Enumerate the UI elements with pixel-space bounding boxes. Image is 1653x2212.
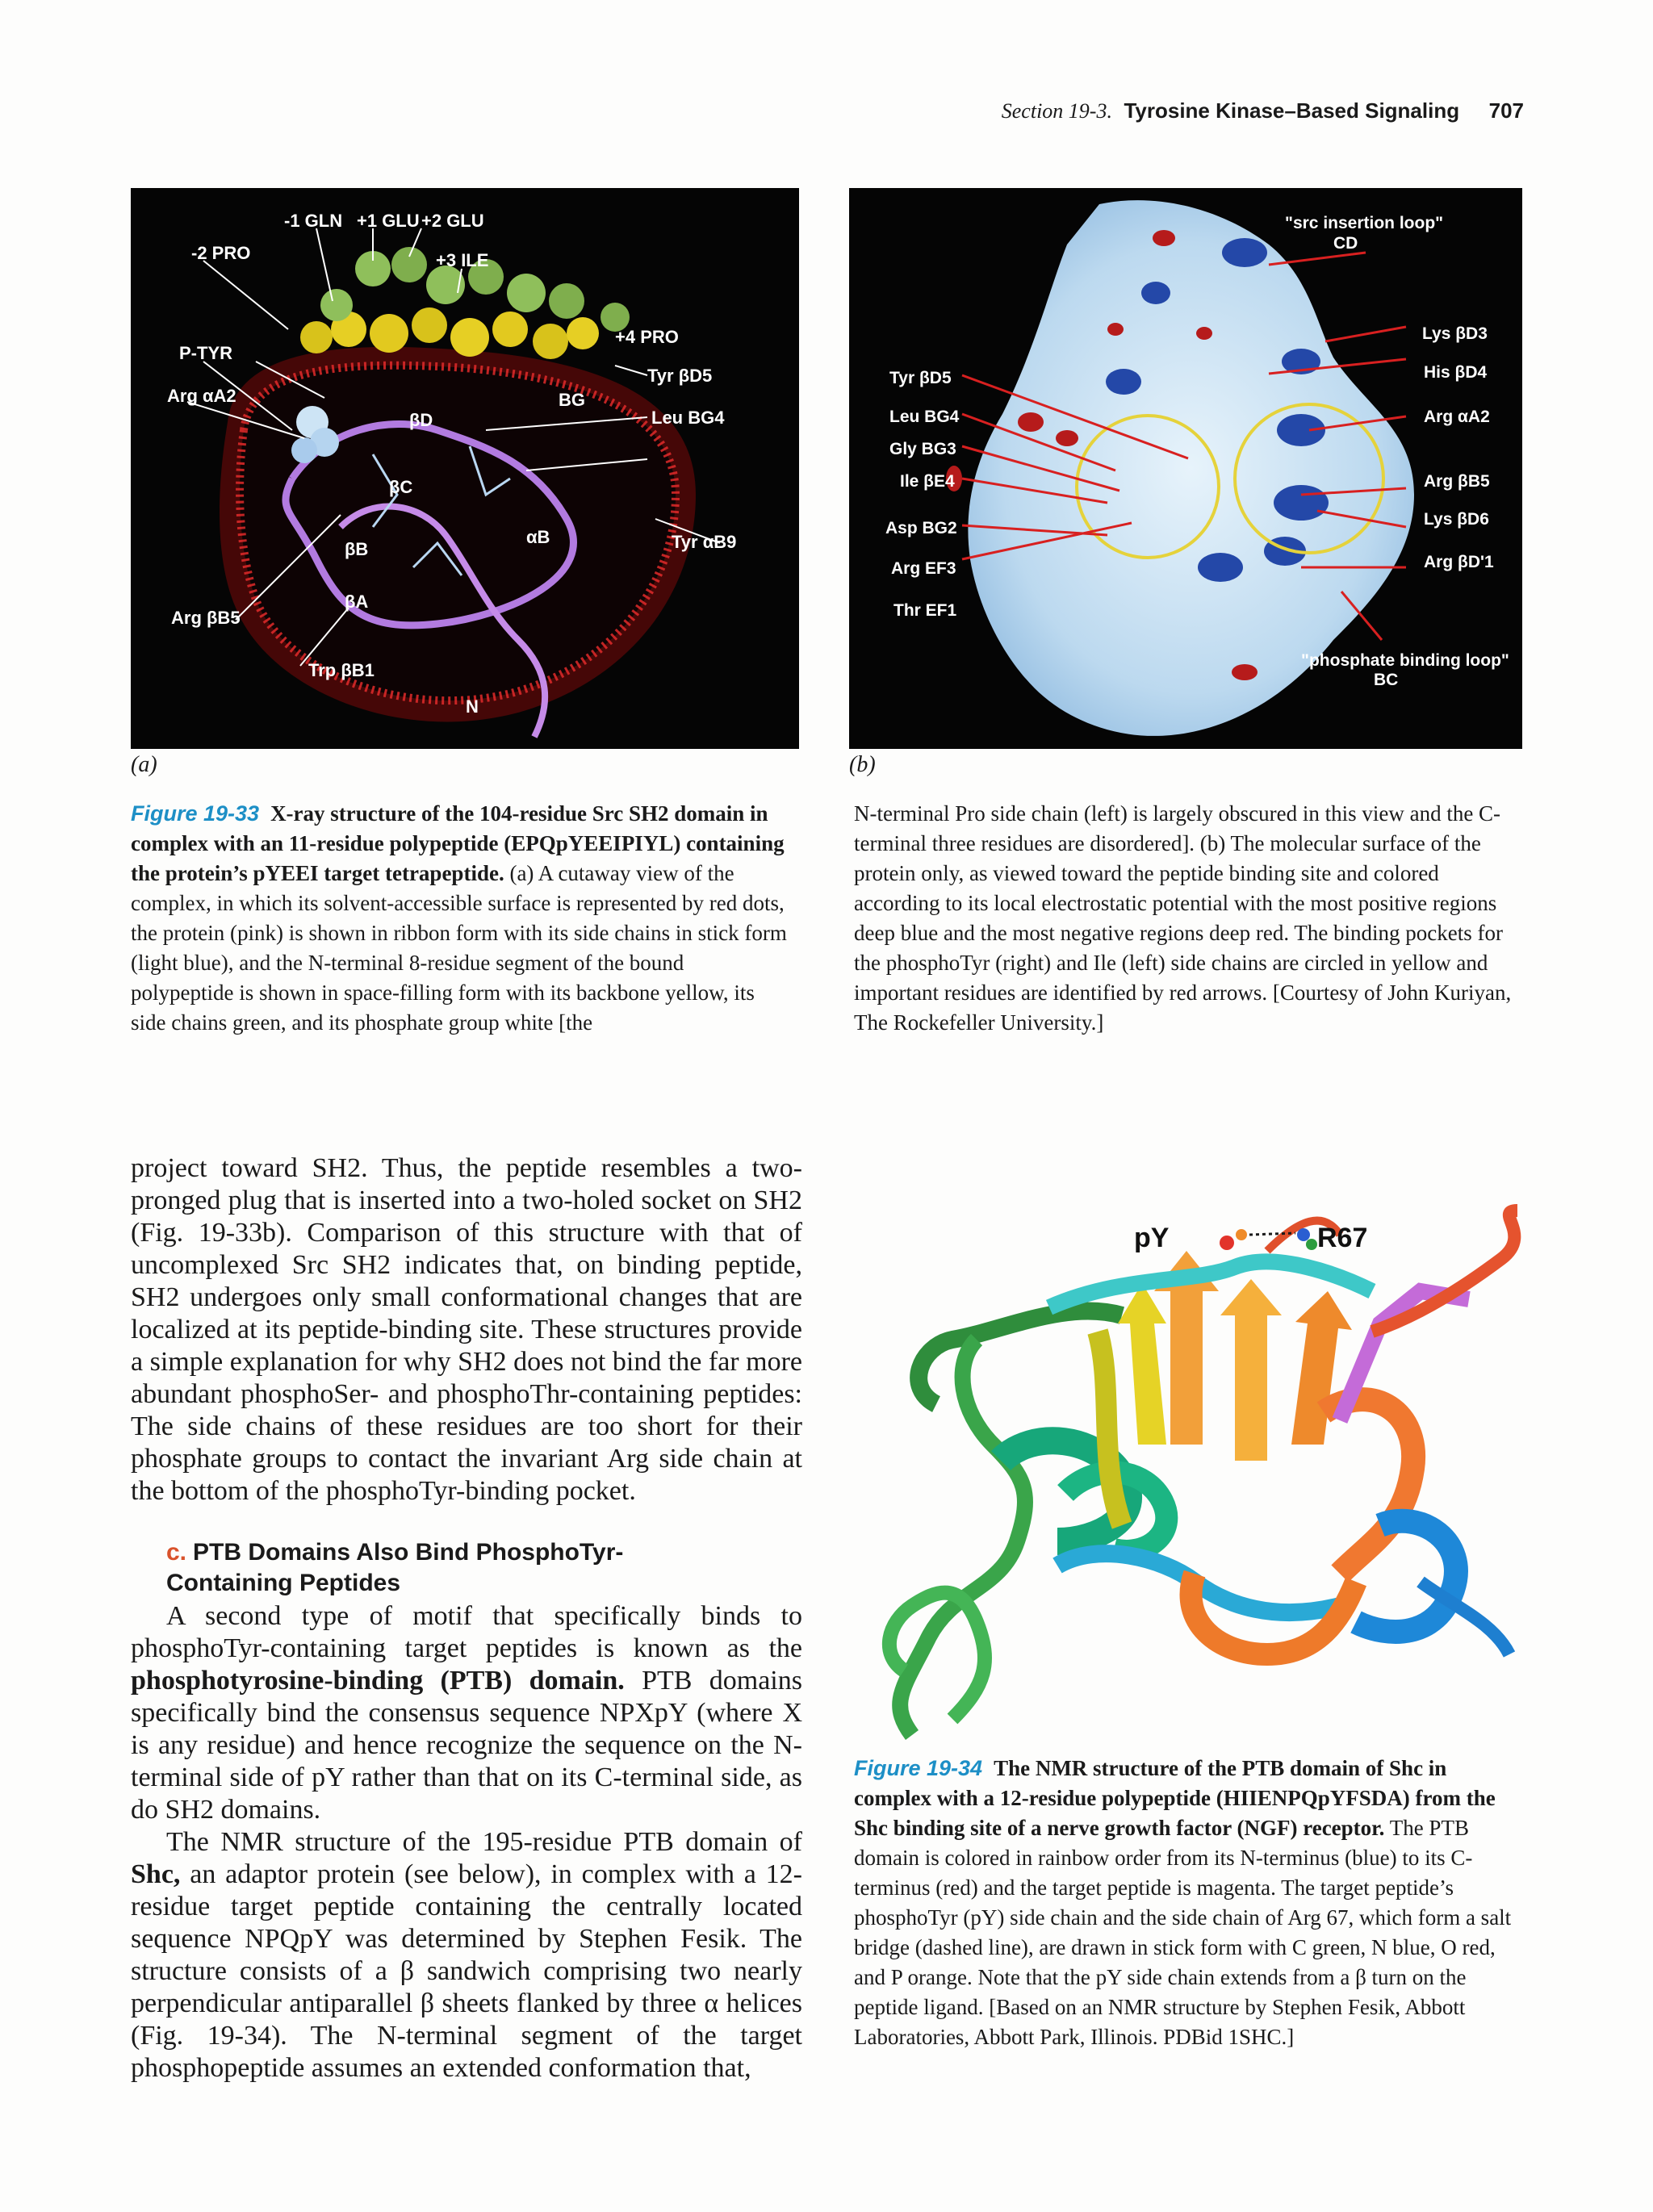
figure-19-34-label: Figure 19-34	[854, 1756, 983, 1780]
annotation-label: "src insertion loop"	[1285, 214, 1444, 232]
header-section: Section 19-3.	[1001, 99, 1112, 123]
annotation-label: βB	[345, 539, 369, 559]
paragraph-text: A second type of motif that specifically binds to phosphoTyr-containing target peptides is known as the	[131, 1601, 802, 1663]
annotation-label: Trp βB1	[308, 660, 375, 680]
panel-a-label: (a)	[131, 752, 157, 777]
annotation-label: +3 ILE	[436, 250, 489, 270]
annotation-label: Arg EF3	[891, 559, 956, 578]
figure-19-33b-image	[849, 188, 1522, 749]
body-paragraph-3	[131, 1826, 802, 2084]
figure-19-33-label: Figure 19-33	[131, 801, 260, 826]
annotation-label: βD	[409, 410, 433, 430]
annotation-label: Arg βB5	[171, 608, 241, 628]
annotation-label: "phosphate binding loop"	[1301, 651, 1509, 670]
annotation-label: Arg βD'1	[1424, 553, 1494, 571]
annotation-label: Tyr βD5	[889, 369, 952, 387]
header-title: Tyrosine Kinase–Based Signaling	[1124, 98, 1460, 123]
annotation-label: βA	[345, 592, 369, 612]
paragraph-text: The NMR structure of the 195-residue PTB domain of	[166, 1827, 802, 1857]
annotation-label: -2 PRO	[191, 243, 251, 263]
body-paragraph-1	[131, 1152, 802, 1507]
body-paragraph-2	[131, 1600, 802, 1826]
annotation-label: CD	[1333, 234, 1358, 253]
paragraph-text: project toward SH2. Thus, the peptide resembles a two-pronged plug that is inserted into a two-holed socket on SH2 (Fig. 19-33b). Comparison of this structure with that of uncomplexed Src SH2 indicates that, on binding peptide, SH2 undergoes only small conformational changes that are localized at its peptide-binding site. These structures provide a simple explanation for why SH2 does not bind the far more abundant phosphoSer- and phosphoThr-containing peptides: The side chains of these residues are too short for their phosphate groups to contact the invariant Arg side chain at the bottom of the phosphoTyr-binding pocket.	[131, 1153, 802, 1506]
annotation-label: Thr EF1	[893, 601, 957, 620]
running-header	[1002, 98, 1524, 123]
paragraph-text: an adaptor protein (see below), in complex with a 12-residue target peptide containing the centrally located sequence NPQpY was determined by Stephen Fesik. The structure consists of a β sandwich comprising two nearly perpendicular antiparallel β sheets flanked by three α helices (Fig. 19-34). The N-terminal segment of the target phosphopeptide assumes an extended conformation that,	[131, 1859, 803, 2083]
page-number: 707	[1488, 98, 1524, 123]
figure-19-33-caption-title: X-ray structure of the 104-residue Src SH2 domain in complex with an 11-residue polypeptide (EPQpYEEIPIYL) containing the protein’s pYEEI target tetrapeptide.	[131, 801, 785, 885]
annotation-label: Arg βB5	[1424, 472, 1490, 491]
annotation-label: +2 GLU	[421, 211, 484, 231]
key-term: Shc,	[131, 1859, 181, 1889]
annotation-label: Arg αA2	[1424, 408, 1490, 426]
annotation-label: +1 GLU	[357, 211, 420, 231]
annotation-label: +4 PRO	[615, 327, 679, 347]
annotation-label: Ile βE4	[900, 472, 955, 491]
annotation-label: BC	[1374, 671, 1399, 689]
figure-19-34-graphic	[856, 1202, 1525, 1751]
annotation-label: Tyr αB9	[672, 532, 737, 552]
annotation-label: Gly BG3	[889, 440, 956, 458]
section-heading-c	[166, 1537, 731, 1599]
section-title: PTB Domains Also Bind PhosphoTyr-Containing Peptides	[166, 1539, 624, 1596]
figure-19-33-caption-right	[854, 799, 1524, 1038]
annotation-label: Leu BG4	[889, 408, 960, 426]
annotation-label: αB	[526, 527, 550, 547]
annotation-label: His βD4	[1424, 363, 1488, 382]
annotation-label: Lys βD3	[1422, 324, 1488, 343]
annotation-label: Leu BG4	[651, 408, 725, 428]
figure-19-33-caption-left	[131, 799, 789, 1038]
key-term: phosphotyrosine-binding (PTB) domain.	[131, 1666, 625, 1696]
panel-b-label: (b)	[849, 752, 876, 777]
annotation-label: pY	[1134, 1223, 1170, 1253]
figure-19-33a-graphic	[131, 188, 799, 749]
annotation-label: Lys βD6	[1424, 510, 1489, 529]
figure-19-34-caption	[854, 1754, 1524, 2052]
annotation-label: -1 GLN	[284, 211, 343, 231]
annotation-label: P-TYR	[179, 343, 232, 363]
annotation-label: Asp BG2	[885, 519, 957, 537]
figure-19-33b-graphic	[849, 188, 1522, 749]
annotation-label: Tyr βD5	[647, 366, 713, 386]
annotation-label: βC	[389, 477, 413, 497]
figure-19-34-image	[856, 1202, 1525, 1751]
annotation-label: R67	[1317, 1223, 1368, 1253]
figure-19-34-caption-text: The PTB domain is colored in rainbow order from its N-terminus (blue) to its C-terminus (red) and the target peptide is magenta. The target peptide’s phosphoTyr (pY) side chain and the side chain of Arg 67, which form a salt bridge (dashed line), are drawn in stick form with C green, N blue, O red, and P orange. Note that the pY side chain extends from a β turn on the peptide ligand. [Based on an NMR structure by Stephen Fesik, Abbott Laboratories, Abbott Park, Illinois. PDBid 1SHC.]	[854, 1816, 1512, 2049]
figure-19-33a-image	[131, 188, 799, 749]
section-letter: c.	[166, 1539, 187, 1566]
figure-19-33-caption-continued: N-terminal Pro side chain (left) is largely obscured in this view and the C-terminal three residues are disordered]. (b) The molecular surface of the protein only, as viewed toward the peptide binding site and colored according to its local electrostatic potential with the most positive regions deep blue and the most negative regions deep red. The binding pockets for the phosphoTyr (right) and Ile (left) side chains are circled in yellow and important residues are identified by red arrows. [Courtesy of John Kuriyan, The Rockefeller University.]	[854, 801, 1512, 1035]
figure-19-34-caption-title: The NMR structure of the PTB domain of Shc in complex with a 12-residue polypeptide (HIIENPQpYFSDA) from the Shc binding site of a nerve growth factor (NGF) receptor.	[854, 1756, 1496, 1840]
annotation-label: Arg αA2	[167, 386, 236, 406]
annotation-label: BG	[559, 390, 585, 410]
paragraph-text: PTB domains specifically bind the consensus sequence NPXpY (where X is any residue) and hence recognize the sequence on the N-terminal side of pY rather than that on its C-terminal side, as do SH2 domains.	[131, 1666, 802, 1825]
annotation-label: N	[466, 696, 479, 717]
figure-19-33-caption-text: (a) A cutaway view of the complex, in which its solvent-accessible surface is represented by red dots, the protein (pink) is shown in ribbon form with its side chains in stick form (light blue), and the N-terminal 8-residue segment of the bound polypeptide is shown in space-filling form with its backbone yellow, its side chains green, and its phosphate group white [the	[131, 861, 787, 1035]
